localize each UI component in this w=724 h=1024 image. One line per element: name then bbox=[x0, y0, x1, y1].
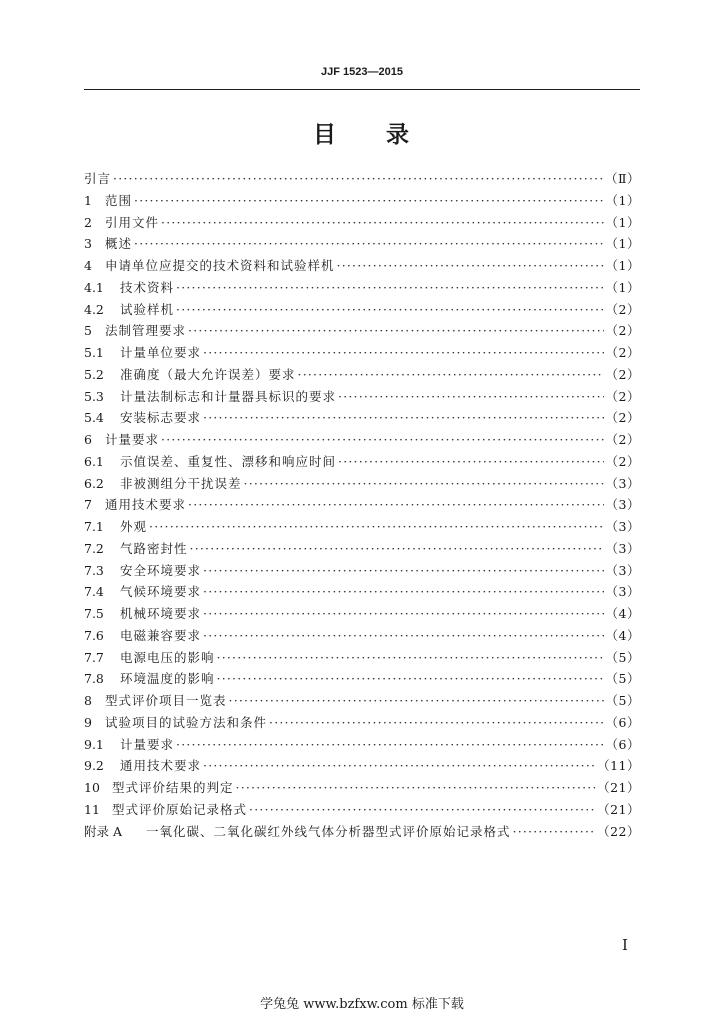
toc-entry-page: （6） bbox=[605, 714, 640, 730]
toc-leader-dots bbox=[298, 364, 604, 386]
toc-entry-page: （3） bbox=[605, 540, 640, 556]
toc-leader-dots bbox=[338, 451, 604, 473]
toc-entry-number: 9.2 bbox=[84, 758, 104, 774]
toc-entry-number: 7.8 bbox=[84, 671, 104, 687]
toc-entry-title: 一氧化碳、二氧化碳红外线气体分析器型式评价原始记录格式 bbox=[146, 823, 511, 839]
toc-leader-dots bbox=[337, 255, 604, 277]
toc-entry-page: （22） bbox=[597, 823, 640, 839]
toc-leader-dots bbox=[161, 429, 604, 451]
toc-leader-dots bbox=[190, 538, 604, 560]
toc-entry-number: 附录 A bbox=[84, 823, 123, 839]
toc-entry-title: 计量要求 bbox=[105, 432, 160, 447]
toc-entry-number: 7.1 bbox=[84, 519, 104, 534]
toc-entry[interactable] bbox=[84, 233, 640, 255]
toc-entry-page: （1） bbox=[605, 192, 640, 208]
toc-entry-page: （11） bbox=[597, 758, 640, 774]
toc-entry[interactable] bbox=[84, 364, 640, 386]
toc-entry-title: 型式评价结果的判定 bbox=[112, 780, 234, 795]
toc-entry-title: 通用技术要求 bbox=[120, 758, 202, 774]
page-title bbox=[0, 116, 724, 149]
toc-entry[interactable] bbox=[84, 277, 640, 299]
toc-entry-page: （3） bbox=[605, 562, 640, 578]
table-of-contents bbox=[84, 168, 640, 842]
toc-leader-dots bbox=[249, 799, 595, 821]
toc-leader-dots bbox=[513, 821, 596, 843]
toc-entry-number: 10 bbox=[84, 780, 100, 795]
toc-entry-page: （4） bbox=[605, 627, 640, 643]
toc-entry-page: （3） bbox=[605, 497, 640, 513]
toc-entry[interactable] bbox=[84, 777, 640, 799]
toc-leader-dots bbox=[203, 755, 595, 777]
toc-leader-dots bbox=[203, 581, 604, 603]
toc-leader-dots bbox=[203, 407, 604, 429]
toc-entry-number: 6.1 bbox=[84, 453, 104, 469]
toc-entry[interactable] bbox=[84, 407, 640, 429]
toc-entry[interactable] bbox=[84, 690, 640, 712]
toc-entry-number: 7.5 bbox=[84, 606, 104, 621]
toc-entry[interactable] bbox=[84, 494, 640, 516]
toc-entry-title: 安装标志要求 bbox=[120, 410, 202, 426]
toc-entry[interactable] bbox=[84, 821, 640, 843]
toc-entry[interactable] bbox=[84, 668, 640, 690]
toc-entry-title: 电源电压的影响 bbox=[120, 649, 215, 665]
toc-entry-title: 环境温度的影响 bbox=[120, 671, 215, 687]
toc-leader-dots bbox=[203, 603, 604, 625]
toc-entry-page: （1） bbox=[605, 236, 640, 252]
toc-entry-page: （4） bbox=[605, 606, 640, 621]
toc-leader-dots bbox=[176, 734, 604, 756]
toc-entry-page: （Ⅱ） bbox=[605, 171, 640, 186]
toc-leader-dots bbox=[176, 277, 604, 299]
toc-entry-number: 9 bbox=[84, 714, 92, 730]
toc-leader-dots bbox=[217, 647, 604, 669]
toc-leader-dots bbox=[269, 712, 604, 734]
toc-entry-page: （5） bbox=[605, 693, 640, 708]
toc-entry-page: （3） bbox=[605, 584, 640, 600]
toc-entry-number: 7.6 bbox=[84, 627, 104, 643]
toc-entry-page: （1） bbox=[605, 214, 640, 230]
toc-entry-page: （3） bbox=[605, 519, 640, 534]
toc-entry-page: （2） bbox=[605, 366, 640, 382]
toc-entry-number: 4.1 bbox=[84, 279, 104, 295]
toc-entry-page: （1） bbox=[605, 258, 640, 273]
toc-entry-title: 试验样机 bbox=[120, 301, 175, 317]
toc-entry-number: 5.2 bbox=[84, 366, 104, 382]
toc-entry-title: 引用文件 bbox=[105, 214, 160, 230]
toc-entry-title: 概述 bbox=[105, 236, 133, 252]
toc-entry-number: 2 bbox=[84, 214, 92, 230]
toc-entry-number: 5.1 bbox=[84, 345, 104, 360]
toc-entry-title: 申请单位应提交的技术资料和试验样机 bbox=[105, 258, 335, 273]
title-char-2: 录 bbox=[386, 121, 411, 148]
toc-entry-page: （21） bbox=[597, 801, 640, 817]
toc-entry-number: 7.4 bbox=[84, 584, 104, 600]
watermark-footer: 学兔兔 www.bzfxw.com 标准下载 bbox=[260, 997, 464, 1012]
toc-entry[interactable] bbox=[84, 168, 640, 190]
toc-leader-dots bbox=[236, 777, 596, 799]
toc-entry-title: 型式评价项目一览表 bbox=[105, 693, 227, 708]
toc-entry-page: （5） bbox=[605, 671, 640, 687]
toc-entry-number: 1 bbox=[84, 192, 92, 208]
toc-entry-number: 7.3 bbox=[84, 562, 104, 578]
toc-leader-dots bbox=[188, 494, 604, 516]
toc-entry-title: 准确度（最大允许误差）要求 bbox=[120, 366, 296, 382]
toc-leader-dots bbox=[134, 233, 604, 255]
toc-entry-number: 7.7 bbox=[84, 649, 104, 665]
toc-leader-dots bbox=[113, 168, 603, 190]
toc-entry-number: 7 bbox=[84, 497, 92, 513]
toc-entry-title: 非被测组分干扰误差 bbox=[120, 475, 242, 491]
toc-entry-page: （1） bbox=[605, 279, 640, 295]
toc-entry-page: （21） bbox=[597, 780, 640, 795]
toc-entry[interactable] bbox=[84, 538, 640, 560]
toc-entry-number: 4 bbox=[84, 258, 92, 273]
toc-entry-page: （2） bbox=[605, 410, 640, 426]
toc-entry[interactable] bbox=[84, 516, 640, 538]
toc-entry-title: 通用技术要求 bbox=[105, 497, 187, 513]
toc-entry-page: （2） bbox=[605, 345, 640, 360]
toc-entry[interactable] bbox=[84, 299, 640, 321]
toc-entry-number: 11 bbox=[84, 801, 100, 817]
toc-leader-dots bbox=[161, 212, 604, 234]
toc-entry-number: 7.2 bbox=[84, 540, 104, 556]
toc-leader-dots bbox=[244, 473, 604, 495]
toc-entry[interactable] bbox=[84, 342, 640, 364]
toc-entry-title: 引言 bbox=[84, 171, 112, 186]
toc-entry[interactable] bbox=[84, 212, 640, 234]
toc-entry-title: 型式评价原始记录格式 bbox=[112, 801, 248, 817]
toc-entry-page: （2） bbox=[605, 388, 640, 404]
toc-leader-dots bbox=[203, 625, 604, 647]
toc-entry-number: 3 bbox=[84, 236, 92, 252]
toc-entry[interactable] bbox=[84, 473, 640, 495]
toc-entry[interactable] bbox=[84, 581, 640, 603]
toc-entry[interactable] bbox=[84, 386, 640, 408]
toc-entry[interactable] bbox=[84, 755, 640, 777]
toc-entry[interactable] bbox=[84, 603, 640, 625]
toc-leader-dots bbox=[203, 342, 604, 364]
toc-entry-number: 5.3 bbox=[84, 388, 104, 404]
toc-entry[interactable] bbox=[84, 320, 640, 342]
toc-entry-title: 试验项目的试验方法和条件 bbox=[105, 714, 268, 730]
toc-entry[interactable] bbox=[84, 451, 640, 473]
toc-entry-title: 计量单位要求 bbox=[120, 345, 202, 360]
toc-entry[interactable] bbox=[84, 625, 640, 647]
toc-entry-title: 法制管理要求 bbox=[105, 323, 187, 339]
toc-entry[interactable] bbox=[84, 255, 640, 277]
toc-entry-page: （6） bbox=[605, 736, 640, 752]
toc-entry[interactable] bbox=[84, 190, 640, 212]
toc-entry[interactable] bbox=[84, 799, 640, 821]
toc-entry-page: （2） bbox=[605, 301, 640, 317]
toc-entry-page: （5） bbox=[605, 649, 640, 665]
toc-leader-dots bbox=[188, 320, 604, 342]
toc-entry[interactable] bbox=[84, 734, 640, 756]
toc-entry-number: 4.2 bbox=[84, 301, 104, 317]
toc-entry-title: 计量要求 bbox=[120, 736, 175, 752]
toc-entry-title: 气路密封性 bbox=[120, 540, 188, 556]
title-char-1: 目 bbox=[313, 121, 338, 148]
toc-entry-number: 5.4 bbox=[84, 410, 104, 426]
toc-leader-dots bbox=[149, 516, 604, 538]
toc-leader-dots bbox=[217, 668, 604, 690]
header-rule bbox=[84, 89, 640, 90]
toc-entry-page: （2） bbox=[605, 453, 640, 469]
toc-leader-dots bbox=[229, 690, 604, 712]
toc-entry-title: 气候环境要求 bbox=[120, 584, 202, 600]
toc-entry-number: 8 bbox=[84, 693, 92, 708]
toc-entry[interactable] bbox=[84, 429, 640, 451]
toc-entry-page: （3） bbox=[605, 475, 640, 491]
toc-leader-dots bbox=[203, 560, 604, 582]
toc-entry-number: 9.1 bbox=[84, 736, 104, 752]
toc-entry[interactable] bbox=[84, 712, 640, 734]
toc-entry-title: 示值误差、重复性、漂移和响应时间 bbox=[120, 453, 337, 469]
toc-entry-title: 安全环境要求 bbox=[120, 562, 202, 578]
toc-entry-title: 外观 bbox=[120, 519, 148, 534]
toc-entry-title: 计量法制标志和计量器具标识的要求 bbox=[120, 388, 337, 404]
toc-entry-title: 机械环境要求 bbox=[120, 606, 202, 621]
toc-entry-number: 6 bbox=[84, 432, 92, 447]
toc-entry[interactable] bbox=[84, 647, 640, 669]
toc-entry-page: （2） bbox=[605, 432, 640, 447]
toc-entry-number: 6.2 bbox=[84, 475, 104, 491]
toc-entry-page: （2） bbox=[605, 323, 640, 339]
toc-leader-dots bbox=[176, 299, 604, 321]
toc-entry-number: 5 bbox=[84, 323, 92, 339]
toc-leader-dots bbox=[338, 386, 604, 408]
toc-leader-dots bbox=[134, 190, 604, 212]
toc-entry[interactable] bbox=[84, 560, 640, 582]
page-number: I bbox=[622, 936, 628, 954]
toc-entry-title: 范围 bbox=[105, 192, 133, 208]
document-code-header: JJF 1523—2015 bbox=[321, 66, 403, 78]
toc-entry-title: 技术资料 bbox=[120, 279, 175, 295]
toc-entry-title: 电磁兼容要求 bbox=[120, 627, 202, 643]
